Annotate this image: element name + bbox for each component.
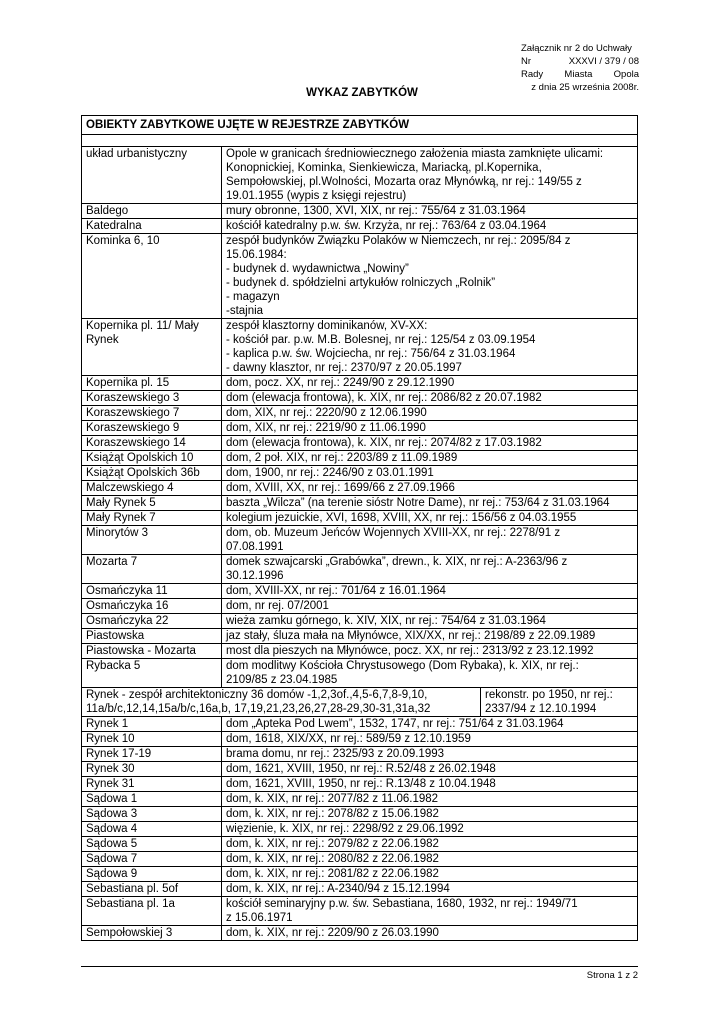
- row-description: dom, nr rej. 07/2001: [222, 599, 638, 614]
- row-description: dom modlitwy Kościoła Chrystusowego (Dom Rybaka), k. XIX, nr rej.: 2109/85 z 23.04.1985: [222, 659, 638, 688]
- table-row: [82, 926, 638, 941]
- table-row: [82, 511, 638, 526]
- spacer-cell: [82, 135, 638, 147]
- row-address: Malczewskiego 4: [82, 481, 222, 496]
- table-row: [82, 526, 638, 555]
- row-address: Rybacka 5: [82, 659, 222, 688]
- row-address: Baldego: [82, 204, 222, 219]
- row-address: Sebastiana pl. 1a: [82, 897, 222, 926]
- attachment-line-council: [521, 68, 639, 81]
- row-description: kościół seminaryjny p.w. św. Sebastiana, 1680, 1932, nr rej.: 1949/71 z 15.06.1971: [222, 897, 638, 926]
- row-description: dom „Apteka Pod Lwem”, 1532, 1747, nr rej.: 751/64 z 31.03.1964: [222, 717, 638, 732]
- table-row: [82, 436, 638, 451]
- row-description: dom, k. XIX, nr rej.: 2080/82 z 22.06.1982: [222, 852, 638, 867]
- table-row-rynek-ensemble: [82, 688, 638, 717]
- row-description: więzienie, k. XIX, nr rej.: 2298/92 z 29.06.1992: [222, 822, 638, 837]
- rynek-ensemble-description: Rynek - zespół architektoniczny 36 domów -1,2,3of.,4,5-6,7,8-9,10, 11a/b/c,12,14,15a/b/c,16a,b, 17,19,21,23,26,27,28-29,30-31,31a,32: [82, 688, 481, 717]
- row-description: brama domu, nr rej.: 2325/93 z 20.09.1993: [222, 747, 638, 762]
- row-address: Kopernika pl. 15: [82, 376, 222, 391]
- section-header-row: [82, 116, 638, 135]
- row-address: Osmańczyka 22: [82, 614, 222, 629]
- row-description: kolegium jezuickie, XVI, 1698, XVIII, XX, nr rej.: 156/56 z 04.03.1955: [222, 511, 638, 526]
- register-table-body: [82, 116, 638, 941]
- row-address: Mozarta 7: [82, 555, 222, 584]
- row-address: Sądowa 7: [82, 852, 222, 867]
- row-address: Rynek 10: [82, 732, 222, 747]
- row-description: dom, XVIII-XX, nr rej.: 701/64 z 16.01.1964: [222, 584, 638, 599]
- row-description: zespół klasztorny dominikanów, XV-XX: - kościół par. p.w. M.B. Bolesnej, nr rej.: 125/54 z 03.09.1954 - kaplica p.w. św. Wojciecha, nr rej.: 756/64 z 31.03.1964 - dawny klasztor, nr rej.: 2370/97 z 20.05.1997: [222, 319, 638, 376]
- attachment-council-word: Opola: [613, 69, 639, 80]
- row-address: Kopernika pl. 11/ Mały Rynek: [82, 319, 222, 376]
- row-description: dom (elewacja frontowa), k. XIX, nr rej.: 2074/82 z 17.03.1982: [222, 436, 638, 451]
- row-address: Książąt Opolskich 10: [82, 451, 222, 466]
- table-row: [82, 496, 638, 511]
- row-description: dom, k. XIX, nr rej.: 2079/82 z 22.06.1982: [222, 837, 638, 852]
- table-row: [82, 481, 638, 496]
- row-address: Sądowa 5: [82, 837, 222, 852]
- attachment-line-1: Załącznik nr 2 do Uchwały: [521, 43, 632, 54]
- table-row: [82, 852, 638, 867]
- row-address: Sebastiana pl. 5of: [82, 882, 222, 897]
- table-row: [82, 466, 638, 481]
- row-description: mury obronne, 1300, XVI, XIX, nr rej.: 755/64 z 31.03.1964: [222, 204, 638, 219]
- row-description: dom, k. XIX, nr rej.: 2078/82 z 15.06.1982: [222, 807, 638, 822]
- spacer-row: [82, 135, 638, 147]
- table-row: [82, 629, 638, 644]
- row-description: dom, XVIII, XX, nr rej.: 1699/66 z 27.09.1966: [222, 481, 638, 496]
- row-description: dom, XIX, nr rej.: 2220/90 z 12.06.1990: [222, 406, 638, 421]
- table-row: [82, 599, 638, 614]
- row-description: dom, k. XIX, nr rej.: 2081/82 z 22.06.1982: [222, 867, 638, 882]
- row-address: Piastowska - Mozarta: [82, 644, 222, 659]
- row-description: baszta „Wilcza” (na terenie sióstr Notre Dame), nr rej.: 753/64 z 31.03.1964: [222, 496, 638, 511]
- monument-register-table: [81, 115, 638, 941]
- attachment-council-word: Miasta: [564, 69, 593, 80]
- row-address: Piastowska: [82, 629, 222, 644]
- row-description: dom, 1621, XVIII, 1950, nr rej.: R.13/48 z 10.04.1948: [222, 777, 638, 792]
- row-address: Koraszewskiego 14: [82, 436, 222, 451]
- attachment-nr-value: XXXVI / 379 / 08: [568, 56, 639, 67]
- row-address: Sądowa 1: [82, 792, 222, 807]
- row-address: Koraszewskiego 7: [82, 406, 222, 421]
- row-address: Sempołowskiej 3: [82, 926, 222, 941]
- table-row: [82, 717, 638, 732]
- table-row: [82, 204, 638, 219]
- row-description: dom, k. XIX, nr rej.: 2209/90 z 26.03.1990: [222, 926, 638, 941]
- table-row: [82, 882, 638, 897]
- row-description: domek szwajcarski „Grabówka”, drewn., k. XIX, nr rej.: A-2363/96 z 30.12.1996: [222, 555, 638, 584]
- row-address: Mały Rynek 5: [82, 496, 222, 511]
- row-description: dom, 1900, nr rej.: 2246/90 z 03.01.1991: [222, 466, 638, 481]
- table-row: [82, 234, 638, 319]
- table-row: [82, 391, 638, 406]
- row-description: dom, ob. Muzeum Jeńców Wojennych XVIII-XX, nr rej.: 2278/91 z 07.08.1991: [222, 526, 638, 555]
- table-row: [82, 421, 638, 436]
- table-row: [82, 555, 638, 584]
- row-address: Sądowa 3: [82, 807, 222, 822]
- table-row: [82, 219, 638, 234]
- row-address: układ urbanistyczny: [82, 147, 222, 204]
- footer-divider: [81, 966, 638, 967]
- row-description: dom (elewacja frontowa), k. XIX, nr rej.: 2086/82 z 20.07.1982: [222, 391, 638, 406]
- row-description: dom, 1621, XVIII, 1950, nr rej.: R.52/48 z 26.02.1948: [222, 762, 638, 777]
- table-row: [82, 451, 638, 466]
- row-address: Mały Rynek 7: [82, 511, 222, 526]
- table-row: [82, 406, 638, 421]
- row-description: most dla pieszych na Młynówce, pocz. XX, nr rej.: 2313/92 z 23.12.1992: [222, 644, 638, 659]
- page-number: Strona 1 z 2: [586, 970, 638, 981]
- row-description: wieża zamku górnego, k. XIV, XIX, nr rej.: 754/64 z 31.03.1964: [222, 614, 638, 629]
- table-row: [82, 732, 638, 747]
- attachment-date: z dnia 25 września 2008r.: [531, 82, 639, 93]
- row-address: Rynek 30: [82, 762, 222, 777]
- row-address: Osmańczyka 16: [82, 599, 222, 614]
- row-address: Rynek 17-19: [82, 747, 222, 762]
- row-address: Książąt Opolskich 36b: [82, 466, 222, 481]
- table-row: [82, 319, 638, 376]
- row-address: Kominka 6, 10: [82, 234, 222, 319]
- row-address: Sądowa 9: [82, 867, 222, 882]
- row-description: zespół budynków Związku Polaków w Niemczech, nr rej.: 2095/84 z 15.06.1984: - budynek d. wydawnictwa „Nowiny” - budynek d. spółdzielni artykułów rolniczych „Rolnik” - magazyn -stajnia: [222, 234, 638, 319]
- row-address: Koraszewskiego 3: [82, 391, 222, 406]
- row-address: Rynek 31: [82, 777, 222, 792]
- table-row: [82, 777, 638, 792]
- table-row: [82, 837, 638, 852]
- row-address: Rynek 1: [82, 717, 222, 732]
- row-description: dom, XIX, nr rej.: 2219/90 z 11.06.1990: [222, 421, 638, 436]
- row-description: dom, k. XIX, nr rej.: 2077/82 z 11.06.1982: [222, 792, 638, 807]
- table-row: [82, 659, 638, 688]
- row-description: dom, 1618, XIX/XX, nr rej.: 589/59 z 12.10.1959: [222, 732, 638, 747]
- row-description: jaz stały, śluza mała na Młynówce, XIX/XX, nr rej.: 2198/89 z 22.09.1989: [222, 629, 638, 644]
- rynek-ensemble-register-note: rekonstr. po 1950, nr rej.: 2337/94 z 12.10.1994: [481, 688, 638, 717]
- row-description: dom, pocz. XX, nr rej.: 2249/90 z 29.12.1990: [222, 376, 638, 391]
- table-row: [82, 762, 638, 777]
- table-row: [82, 807, 638, 822]
- attachment-line-number: [521, 55, 639, 68]
- table-row: [82, 867, 638, 882]
- table-row: [82, 147, 638, 204]
- row-address: Katedralna: [82, 219, 222, 234]
- row-address: Sądowa 4: [82, 822, 222, 837]
- row-description: dom, 2 poł. XIX, nr rej.: 2203/89 z 11.09.1989: [222, 451, 638, 466]
- table-row: [82, 897, 638, 926]
- table-row: [82, 792, 638, 807]
- section-header: OBIEKTY ZABYTKOWE UJĘTE W REJESTRZE ZABYTKÓW: [82, 116, 638, 135]
- row-description: kościół katedralny p.w. św. Krzyża, nr rej.: 763/64 z 03.04.1964: [222, 219, 638, 234]
- document-title: WYKAZ ZABYTKÓW: [306, 87, 418, 99]
- row-description: Opole w granicach średniowiecznego założenia miasta zamknięte ulicami: Konopnickiej, Kominka, Sienkiewicza, Mariacką, pl.Kopernika, Sempołowskiej, pl.Wolności, Mozarta oraz Młynówką, nr rej.: 149/55 z 19.01.1955 (wypis z księgi rejestru): [222, 147, 638, 204]
- row-address: Koraszewskiego 9: [82, 421, 222, 436]
- table-row: [82, 747, 638, 762]
- row-address: Minorytów 3: [82, 526, 222, 555]
- table-row: [82, 376, 638, 391]
- row-description: dom, k. XIX, nr rej.: A-2340/94 z 15.12.1994: [222, 882, 638, 897]
- attachment-council-word: Rady: [521, 69, 544, 80]
- table-row: [82, 822, 638, 837]
- table-row: [82, 584, 638, 599]
- table-row: [82, 644, 638, 659]
- row-address: Osmańczyka 11: [82, 584, 222, 599]
- attachment-nr-label: Nr: [521, 56, 532, 67]
- table-row: [82, 614, 638, 629]
